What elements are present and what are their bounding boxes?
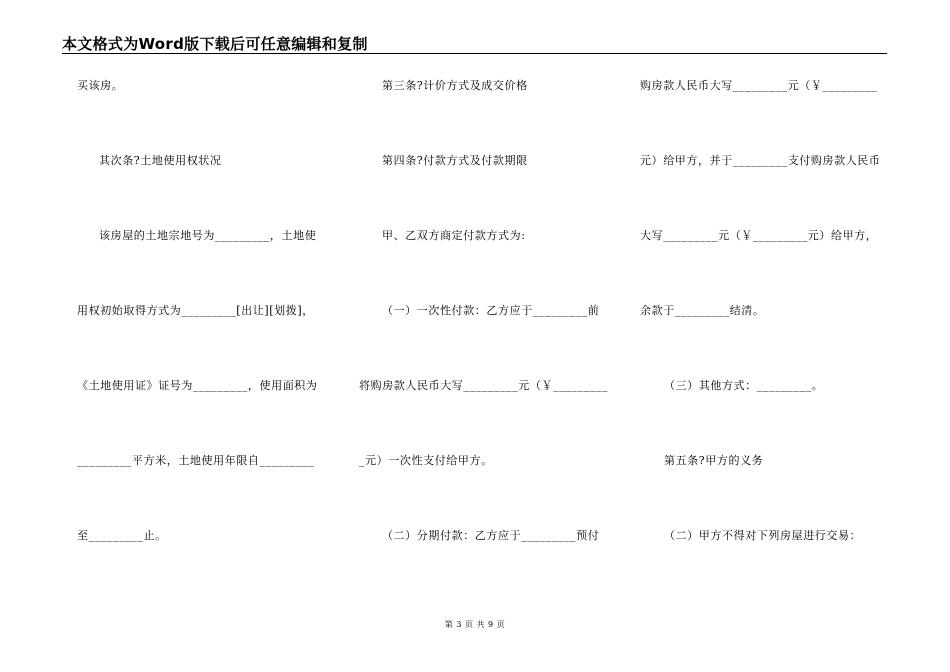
text-line: （二）甲方不得对下列房屋进行交易： <box>664 529 862 542</box>
text-line: _________平方米，土地使用年限自_________ <box>77 454 315 467</box>
text-line: （一）一次性付款：乙方应于_________前 <box>382 304 600 317</box>
text-line: 该房屋的土地宗地号为_________，土地使 <box>99 229 317 242</box>
text-line: 用权初始取得方式为_________[出让][划拨]， <box>77 304 314 317</box>
text-line: 大写_________元（￥_________元）给甲方， <box>640 229 878 242</box>
text-line: 至_________止。 <box>77 529 167 542</box>
page-number-footer: 第 3 页 共 9 页 <box>444 620 506 629</box>
text-line: 余款于_________结清。 <box>640 304 765 317</box>
text-line: （三）其他方式：_________。 <box>664 379 824 392</box>
document-header-title: 本文格式为Word版下载后可任意编辑和复制 <box>62 35 368 53</box>
text-line: 买该房。 <box>77 79 124 92</box>
text-line: 第四条?付款方式及付款期限 <box>382 154 528 167</box>
text-line: （二）分期付款：乙方应于_________预付 <box>382 529 600 542</box>
text-line: 甲、乙双方商定付款方式为: <box>382 229 526 242</box>
text-line: 元）给甲方，并于_________支付购房款人民币 <box>640 154 881 167</box>
text-line: 第三条?计价方式及成交价格 <box>382 79 528 92</box>
text-line: _元）一次性支付给甲方。 <box>359 454 493 467</box>
text-line: 第五条?甲方的义务 <box>664 454 764 467</box>
text-line: 其次条?土地使用权状况 <box>99 154 222 167</box>
text-line: 将购房款人民币大写_________元（￥_________ <box>359 379 608 392</box>
header-divider <box>62 53 887 54</box>
text-line: 《土地使用证》证号为_________，使用面积为 <box>77 379 318 392</box>
text-line: 购房款人民币大写_________元（￥_________ <box>640 79 878 92</box>
